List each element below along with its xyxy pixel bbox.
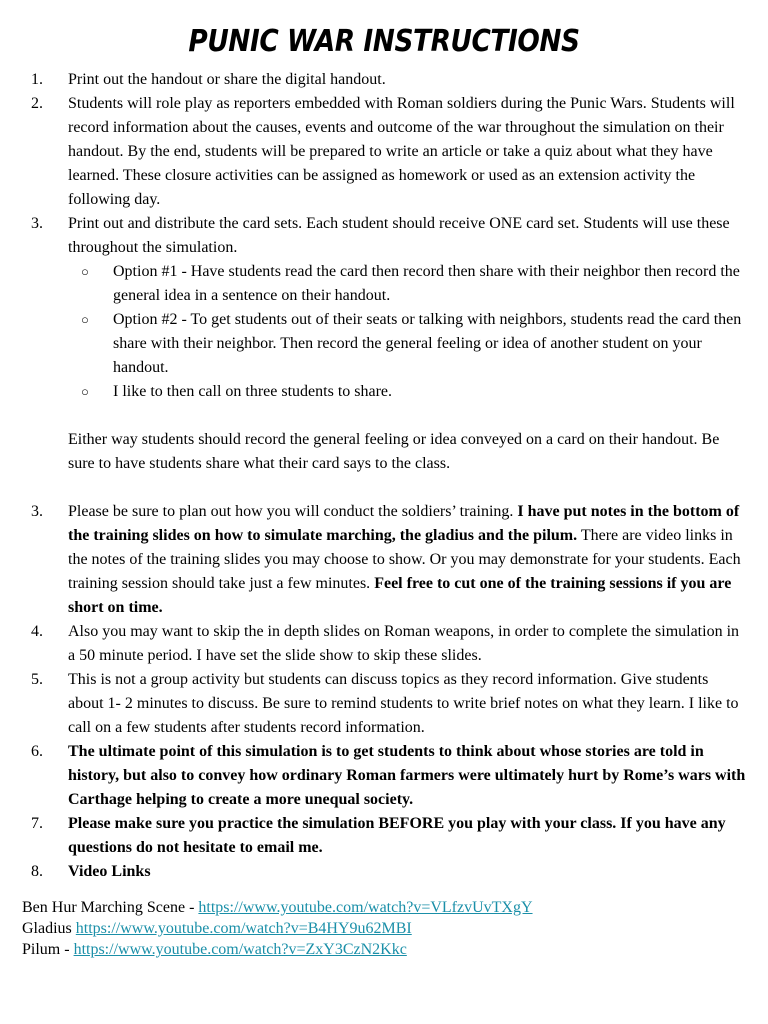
video-link-row [22, 897, 533, 918]
page-title: PUNIC WAR INSTRUCTIONS [188, 24, 580, 59]
list-item-text: There are video links in the notes of the training slides you may choose to show. Or you may demonstrate for your students. Each training session should take just a few minutes. [68, 527, 741, 592]
summary-paragraph: Either way students should record the general feeling or idea conveyed on a card on their handout. Be sure to have students share what their card says to the class. [68, 431, 720, 472]
video-link-row [22, 918, 533, 939]
list-item [0, 668, 768, 740]
sub-list-item-text: Option #1 - Have students read the card then record then share with their neighbor then record the general idea in a sentence on their handout. [113, 263, 740, 304]
list-item-number: 8. [31, 863, 43, 880]
list-item-text: Video Links [68, 863, 151, 880]
list-item-text: Please make sure you practice the simulation BEFORE you play with your class. If you have any questions do not hesitate to email me. [68, 815, 726, 856]
hollow-circle-bullet-icon: ○ [81, 312, 89, 327]
list-item-number: 6. [31, 743, 43, 760]
list-item-number: 3. [31, 503, 43, 520]
list-item-number: 7. [31, 815, 43, 832]
list-item-number: 2. [31, 95, 43, 112]
list-item-text: Please be sure to plan out how you will conduct the soldiers’ training. [68, 503, 518, 520]
list-item-number: 4. [31, 623, 43, 640]
list-item-text: Print out and distribute the card sets. Each student should receive ONE card set. Students will use these throughout the simulation. [68, 215, 730, 256]
list-item-text: Also you may want to skip the in depth slides on Roman weapons, in order to complete the simulation in a 50 minute period. I have set the slide show to skip these slides. [68, 623, 740, 664]
instructions-content [0, 68, 768, 884]
list-item [0, 860, 768, 884]
list-item [0, 92, 768, 212]
list-item [0, 740, 768, 812]
list-item-number: 1. [31, 71, 43, 88]
sub-list-item [0, 308, 768, 380]
sub-list-item-text: I like to then call on three students to share. [113, 383, 393, 400]
video-links-list [22, 897, 533, 960]
video-link-label: Gladius [22, 920, 76, 937]
list-item-text: Students will role play as reporters embedded with Roman soldiers during the Punic Wars. Students will record information about the causes, events and outcome of the war throughout the simulation on their handout. By the end, students will be prepared to write an article or take a quiz about what they have learned. These closure activities can be assigned as homework or used as an extension activity the following day. [68, 95, 735, 208]
video-link-row [22, 939, 533, 960]
list-item [0, 68, 768, 92]
list-item [0, 812, 768, 860]
hollow-circle-bullet-icon: ○ [81, 384, 89, 399]
list-item [0, 500, 768, 620]
spacer [0, 476, 768, 500]
video-link[interactable]: https://www.youtube.com/watch?v=ZxY3CzN2Kkc [73, 941, 407, 958]
instruction-list-part-2 [0, 500, 768, 884]
sub-list-item [0, 380, 768, 404]
instruction-list-part-1 [0, 68, 768, 260]
video-link-label: Pilum - [22, 941, 74, 958]
list-item-number: 5. [31, 671, 43, 688]
list-item [0, 620, 768, 668]
list-item [0, 212, 768, 260]
list-item-text: Feel free to cut one of the training sessions if you are short on time. [68, 575, 732, 616]
video-link[interactable]: https://www.youtube.com/watch?v=B4HY9u62MBI [75, 920, 412, 937]
list-item-text: I have put notes in the bottom of the training slides on how to simulate marching, the gladius and the pilum. [68, 503, 740, 544]
sub-list-item-text: Option #2 - To get students out of their seats or talking with neighbors, students read the card then share with their neighbor. Then record the general feeling or idea of another student on your handout. [113, 311, 742, 376]
spacer [0, 404, 768, 428]
video-link-label: Ben Hur Marching Scene - [22, 899, 199, 916]
sub-list-item [0, 260, 768, 308]
option-sub-list [0, 260, 768, 404]
list-item-text: Print out the handout or share the digital handout. [68, 71, 386, 88]
list-item-text: This is not a group activity but students can discuss topics as they record information. Give students about 1- 2 minutes to discuss. Be sure to remind students to write brief notes on what they learn. I like to call on a few students after students record information. [68, 671, 739, 736]
list-item-number: 3. [31, 215, 43, 232]
hollow-circle-bullet-icon: ○ [81, 264, 89, 279]
video-link[interactable]: https://www.youtube.com/watch?v=VLfzvUvTXgY [198, 899, 533, 916]
list-item-text: The ultimate point of this simulation is to get students to think about whose stories are told in history, but also to convey how ordinary Roman farmers were ultimately hurt by Rome’s wars with Carthage helping to create a more unequal society. [68, 743, 746, 808]
